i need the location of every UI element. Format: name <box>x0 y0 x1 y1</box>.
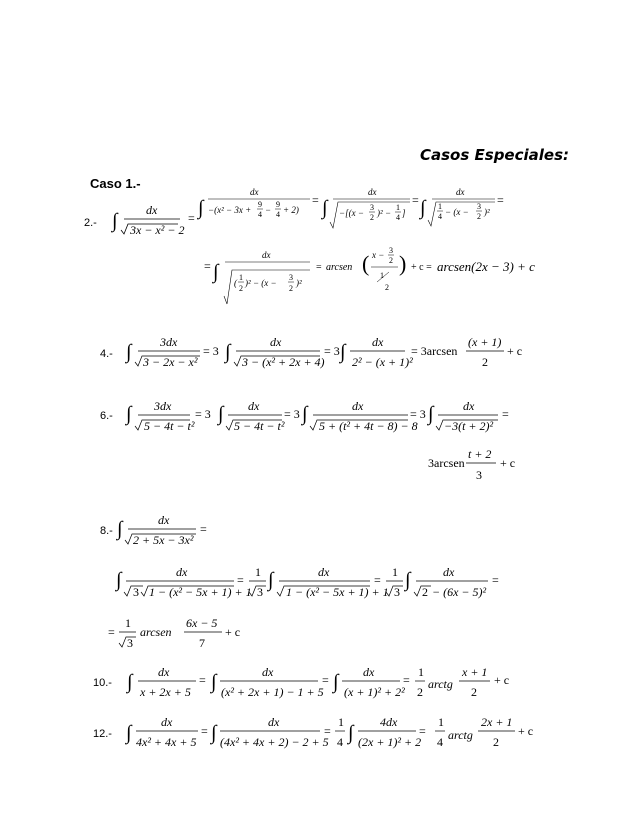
svg-text:∫: ∫ <box>112 210 118 232</box>
problem-6-formula <box>124 399 515 482</box>
svg-text:4: 4 <box>437 735 443 749</box>
svg-text:−3(t + 2)²: −3(t + 2)² <box>444 419 494 433</box>
svg-text:∫: ∫ <box>213 261 219 283</box>
svg-text:dx: dx <box>250 187 259 197</box>
svg-text:3: 3 <box>289 273 293 282</box>
svg-text:)² − (x −: )² − (x − <box>245 278 277 288</box>
svg-text:∫: ∫ <box>116 569 122 591</box>
svg-text:6x − 5: 6x − 5 <box>186 616 218 630</box>
svg-text:=: = <box>188 211 195 225</box>
svg-text:)² −: )² − <box>377 208 392 218</box>
problem-number-2: 2.- <box>84 217 97 229</box>
problem-4-formula <box>124 335 522 369</box>
svg-text:dx: dx <box>268 715 280 729</box>
svg-text:−[(x −: −[(x − <box>339 208 364 218</box>
svg-text:)²: )² <box>484 207 490 217</box>
svg-text:dx: dx <box>372 335 384 349</box>
svg-text:= 3arcsen: = 3arcsen <box>411 344 458 358</box>
svg-text:3dx: 3dx <box>160 335 178 349</box>
svg-text:∫: ∫ <box>126 403 132 425</box>
svg-text:2: 2 <box>477 212 481 221</box>
svg-text:): ) <box>399 251 407 276</box>
svg-text:dx: dx <box>248 399 260 413</box>
svg-text:]: ] <box>402 208 406 218</box>
svg-text:dx: dx <box>146 203 158 217</box>
svg-text:dx: dx <box>158 665 170 679</box>
svg-text:∫: ∫ <box>127 671 133 693</box>
svg-text:+ c: + c <box>494 673 510 687</box>
svg-text:4: 4 <box>258 210 262 219</box>
svg-text:dx: dx <box>161 715 173 729</box>
problem-number-4: 4.- <box>100 348 113 360</box>
svg-text:arcsen: arcsen <box>140 625 172 639</box>
svg-text:=: = <box>324 724 331 738</box>
svg-text:=: = <box>322 673 329 687</box>
svg-text:=: = <box>374 573 381 587</box>
svg-text:2² − (x + 1)²: 2² − (x + 1)² <box>352 355 413 369</box>
svg-text:=: = <box>199 673 206 687</box>
svg-text:2: 2 <box>239 284 243 293</box>
svg-text:+ 2): + 2) <box>283 205 299 215</box>
svg-text:(4x² + 4x + 2) − 2 + 5: (4x² + 4x + 2) − 2 + 5 <box>220 735 329 749</box>
svg-text:=: = <box>201 724 208 738</box>
svg-text:∫: ∫ <box>340 341 346 363</box>
svg-text:= 3: = 3 <box>195 407 211 421</box>
problem-8-formula <box>108 513 499 650</box>
svg-text:x + 2x + 5: x + 2x + 5 <box>140 685 191 699</box>
svg-text:dx: dx <box>270 335 282 349</box>
svg-text:= 3: = 3 <box>203 344 219 358</box>
svg-text:)²: )² <box>296 278 302 288</box>
svg-text:dx: dx <box>176 565 188 579</box>
svg-text:1: 1 <box>418 665 424 679</box>
svg-text:dx: dx <box>368 187 377 197</box>
problem-2-formula <box>110 187 535 304</box>
page-heading: Casos Especiales: <box>420 146 569 164</box>
svg-text:+ c: + c <box>518 724 534 738</box>
svg-text:∫: ∫ <box>198 197 204 219</box>
svg-text:4: 4 <box>438 212 442 221</box>
svg-text:3: 3 <box>394 585 400 599</box>
svg-text:3: 3 <box>127 636 133 650</box>
svg-text:3dx: 3dx <box>154 399 172 413</box>
svg-text:∫: ∫ <box>126 341 132 363</box>
svg-text:2: 2 <box>482 355 488 369</box>
svg-text:=: = <box>200 522 207 536</box>
svg-text:1: 1 <box>438 715 444 729</box>
svg-text:arcsen(2x − 3) + c: arcsen(2x − 3) + c <box>437 259 535 274</box>
svg-text:−: − <box>265 205 272 215</box>
svg-text:3: 3 <box>370 203 374 212</box>
svg-text:∫: ∫ <box>405 569 411 591</box>
svg-text:4: 4 <box>276 210 280 219</box>
problem-number-6: 6.- <box>100 410 113 422</box>
svg-text:2 + 5x − 3x²: 2 + 5x − 3x² <box>133 533 194 547</box>
svg-text:=: = <box>492 573 499 587</box>
svg-text:4x² + 4x + 5: 4x² + 4x + 5 <box>136 735 197 749</box>
svg-text:2: 2 <box>389 256 393 265</box>
problem-number-8: 8.- <box>100 525 113 537</box>
svg-text:dx: dx <box>463 399 475 413</box>
svg-text:−(x² − 3x +: −(x² − 3x + <box>208 205 252 215</box>
svg-text:(2x + 1)² + 2: (2x + 1)² + 2 <box>358 735 422 749</box>
svg-text:= 3: = 3 <box>284 407 300 421</box>
svg-text:(x + 1)² + 2²: (x + 1)² + 2² <box>344 685 405 699</box>
svg-text:3: 3 <box>476 468 482 482</box>
svg-text:+ c: + c <box>500 456 516 470</box>
svg-text:∫: ∫ <box>268 569 274 591</box>
svg-text:3 − 2x − x²: 3 − 2x − x² <box>143 355 198 369</box>
problem-12-formula <box>124 715 533 749</box>
svg-text:dx: dx <box>352 399 364 413</box>
svg-text:2: 2 <box>289 284 293 293</box>
svg-text:(: ( <box>234 278 237 288</box>
svg-text:∫: ∫ <box>333 671 339 693</box>
svg-text:∫: ∫ <box>117 518 123 540</box>
svg-text:+ c =: + c = <box>411 262 432 273</box>
svg-text:1: 1 <box>338 715 344 729</box>
svg-text:5 − 4t − t²: 5 − 4t − t² <box>234 419 285 433</box>
svg-text:1: 1 <box>125 616 131 630</box>
svg-text:3x − x² − 2: 3x − x² − 2 <box>130 223 185 237</box>
svg-text:dx: dx <box>318 565 330 579</box>
svg-text:(: ( <box>362 251 370 276</box>
svg-text:dx: dx <box>262 665 274 679</box>
svg-text:arctg: arctg <box>428 677 453 691</box>
svg-text:dx: dx <box>456 187 465 197</box>
svg-text:2: 2 <box>370 213 374 222</box>
svg-text:+ c: + c <box>225 625 241 639</box>
svg-text:9: 9 <box>276 200 280 209</box>
svg-text:=: = <box>497 193 504 207</box>
svg-text:dx: dx <box>363 665 375 679</box>
svg-text:arcsen: arcsen <box>326 262 353 273</box>
svg-text:2: 2 <box>422 585 428 599</box>
svg-text:3 − (x² + 2x + 4): 3 − (x² + 2x + 4) <box>242 355 325 369</box>
case-label: Caso 1.- <box>90 176 141 191</box>
svg-text:3: 3 <box>389 246 393 255</box>
svg-text:=: = <box>316 262 322 273</box>
svg-text:∫: ∫ <box>348 722 354 744</box>
svg-text:1: 1 <box>438 202 442 211</box>
svg-text:=: = <box>419 724 426 738</box>
svg-text:1: 1 <box>396 203 400 212</box>
svg-text:3: 3 <box>133 585 139 599</box>
svg-text:t + 2: t + 2 <box>468 447 492 461</box>
svg-text:5 − 4t − t²: 5 − 4t − t² <box>144 419 195 433</box>
svg-text:∫: ∫ <box>420 197 426 219</box>
svg-text:9: 9 <box>258 200 262 209</box>
svg-text:1 − (x² − 5x + 1) + 1: 1 − (x² − 5x + 1) + 1 <box>286 585 389 599</box>
svg-text:1: 1 <box>392 565 398 579</box>
svg-text:5 + (t² + 4t − 8) − 8: 5 + (t² + 4t − 8) − 8 <box>319 419 418 433</box>
svg-text:=: = <box>502 407 509 421</box>
svg-text:1: 1 <box>255 565 261 579</box>
svg-text:1: 1 <box>380 271 384 280</box>
svg-text:∫: ∫ <box>211 722 217 744</box>
svg-text:∫: ∫ <box>126 722 132 744</box>
svg-text:=: = <box>108 625 115 639</box>
svg-text:= 3: = 3 <box>324 344 340 358</box>
svg-text:(x + 1): (x + 1) <box>468 335 502 349</box>
svg-text:dx: dx <box>262 250 271 260</box>
svg-text:=: = <box>312 193 319 207</box>
problem-number-12: 12.- <box>93 728 112 740</box>
svg-text:2: 2 <box>471 685 477 699</box>
svg-text:x + 1: x + 1 <box>462 665 488 679</box>
svg-text:3: 3 <box>477 202 481 211</box>
svg-text:7: 7 <box>199 636 205 650</box>
svg-text:=: = <box>237 573 244 587</box>
svg-text:∫: ∫ <box>211 671 217 693</box>
svg-text:4: 4 <box>396 213 400 222</box>
svg-text:∫: ∫ <box>225 341 231 363</box>
svg-text:∫: ∫ <box>428 403 434 425</box>
svg-text:dx: dx <box>158 513 170 527</box>
svg-text:dx: dx <box>443 565 455 579</box>
svg-text:(x² + 2x + 1) − 1 + 5: (x² + 2x + 1) − 1 + 5 <box>221 685 324 699</box>
svg-text:∫: ∫ <box>302 403 308 425</box>
svg-text:− (x −: − (x − <box>445 207 469 217</box>
svg-text:− (6x − 5)²: − (6x − 5)² <box>432 585 487 599</box>
svg-text:2: 2 <box>493 735 499 749</box>
svg-text:+ c: + c <box>507 344 523 358</box>
svg-text:1: 1 <box>239 273 243 282</box>
svg-text:=: = <box>403 673 410 687</box>
svg-text:4dx: 4dx <box>380 715 398 729</box>
svg-text:4: 4 <box>337 735 343 749</box>
svg-text:∫: ∫ <box>322 197 328 219</box>
problem-10-formula <box>125 665 509 699</box>
svg-text:arctg: arctg <box>448 728 473 742</box>
svg-text:x −: x − <box>372 250 385 260</box>
svg-text:2x + 1: 2x + 1 <box>481 715 513 729</box>
svg-text:3arcsen: 3arcsen <box>428 456 465 470</box>
svg-text:2: 2 <box>385 283 389 292</box>
svg-text:3: 3 <box>257 585 263 599</box>
svg-text:=: = <box>412 193 419 207</box>
svg-text:1 − (x² − 5x + 1) + 1: 1 − (x² − 5x + 1) + 1 <box>149 585 252 599</box>
svg-text:∫: ∫ <box>218 403 224 425</box>
problem-number-10: 10.- <box>93 677 112 689</box>
svg-text:2: 2 <box>417 685 423 699</box>
svg-text:= 3: = 3 <box>410 407 426 421</box>
svg-text:=: = <box>204 259 211 273</box>
